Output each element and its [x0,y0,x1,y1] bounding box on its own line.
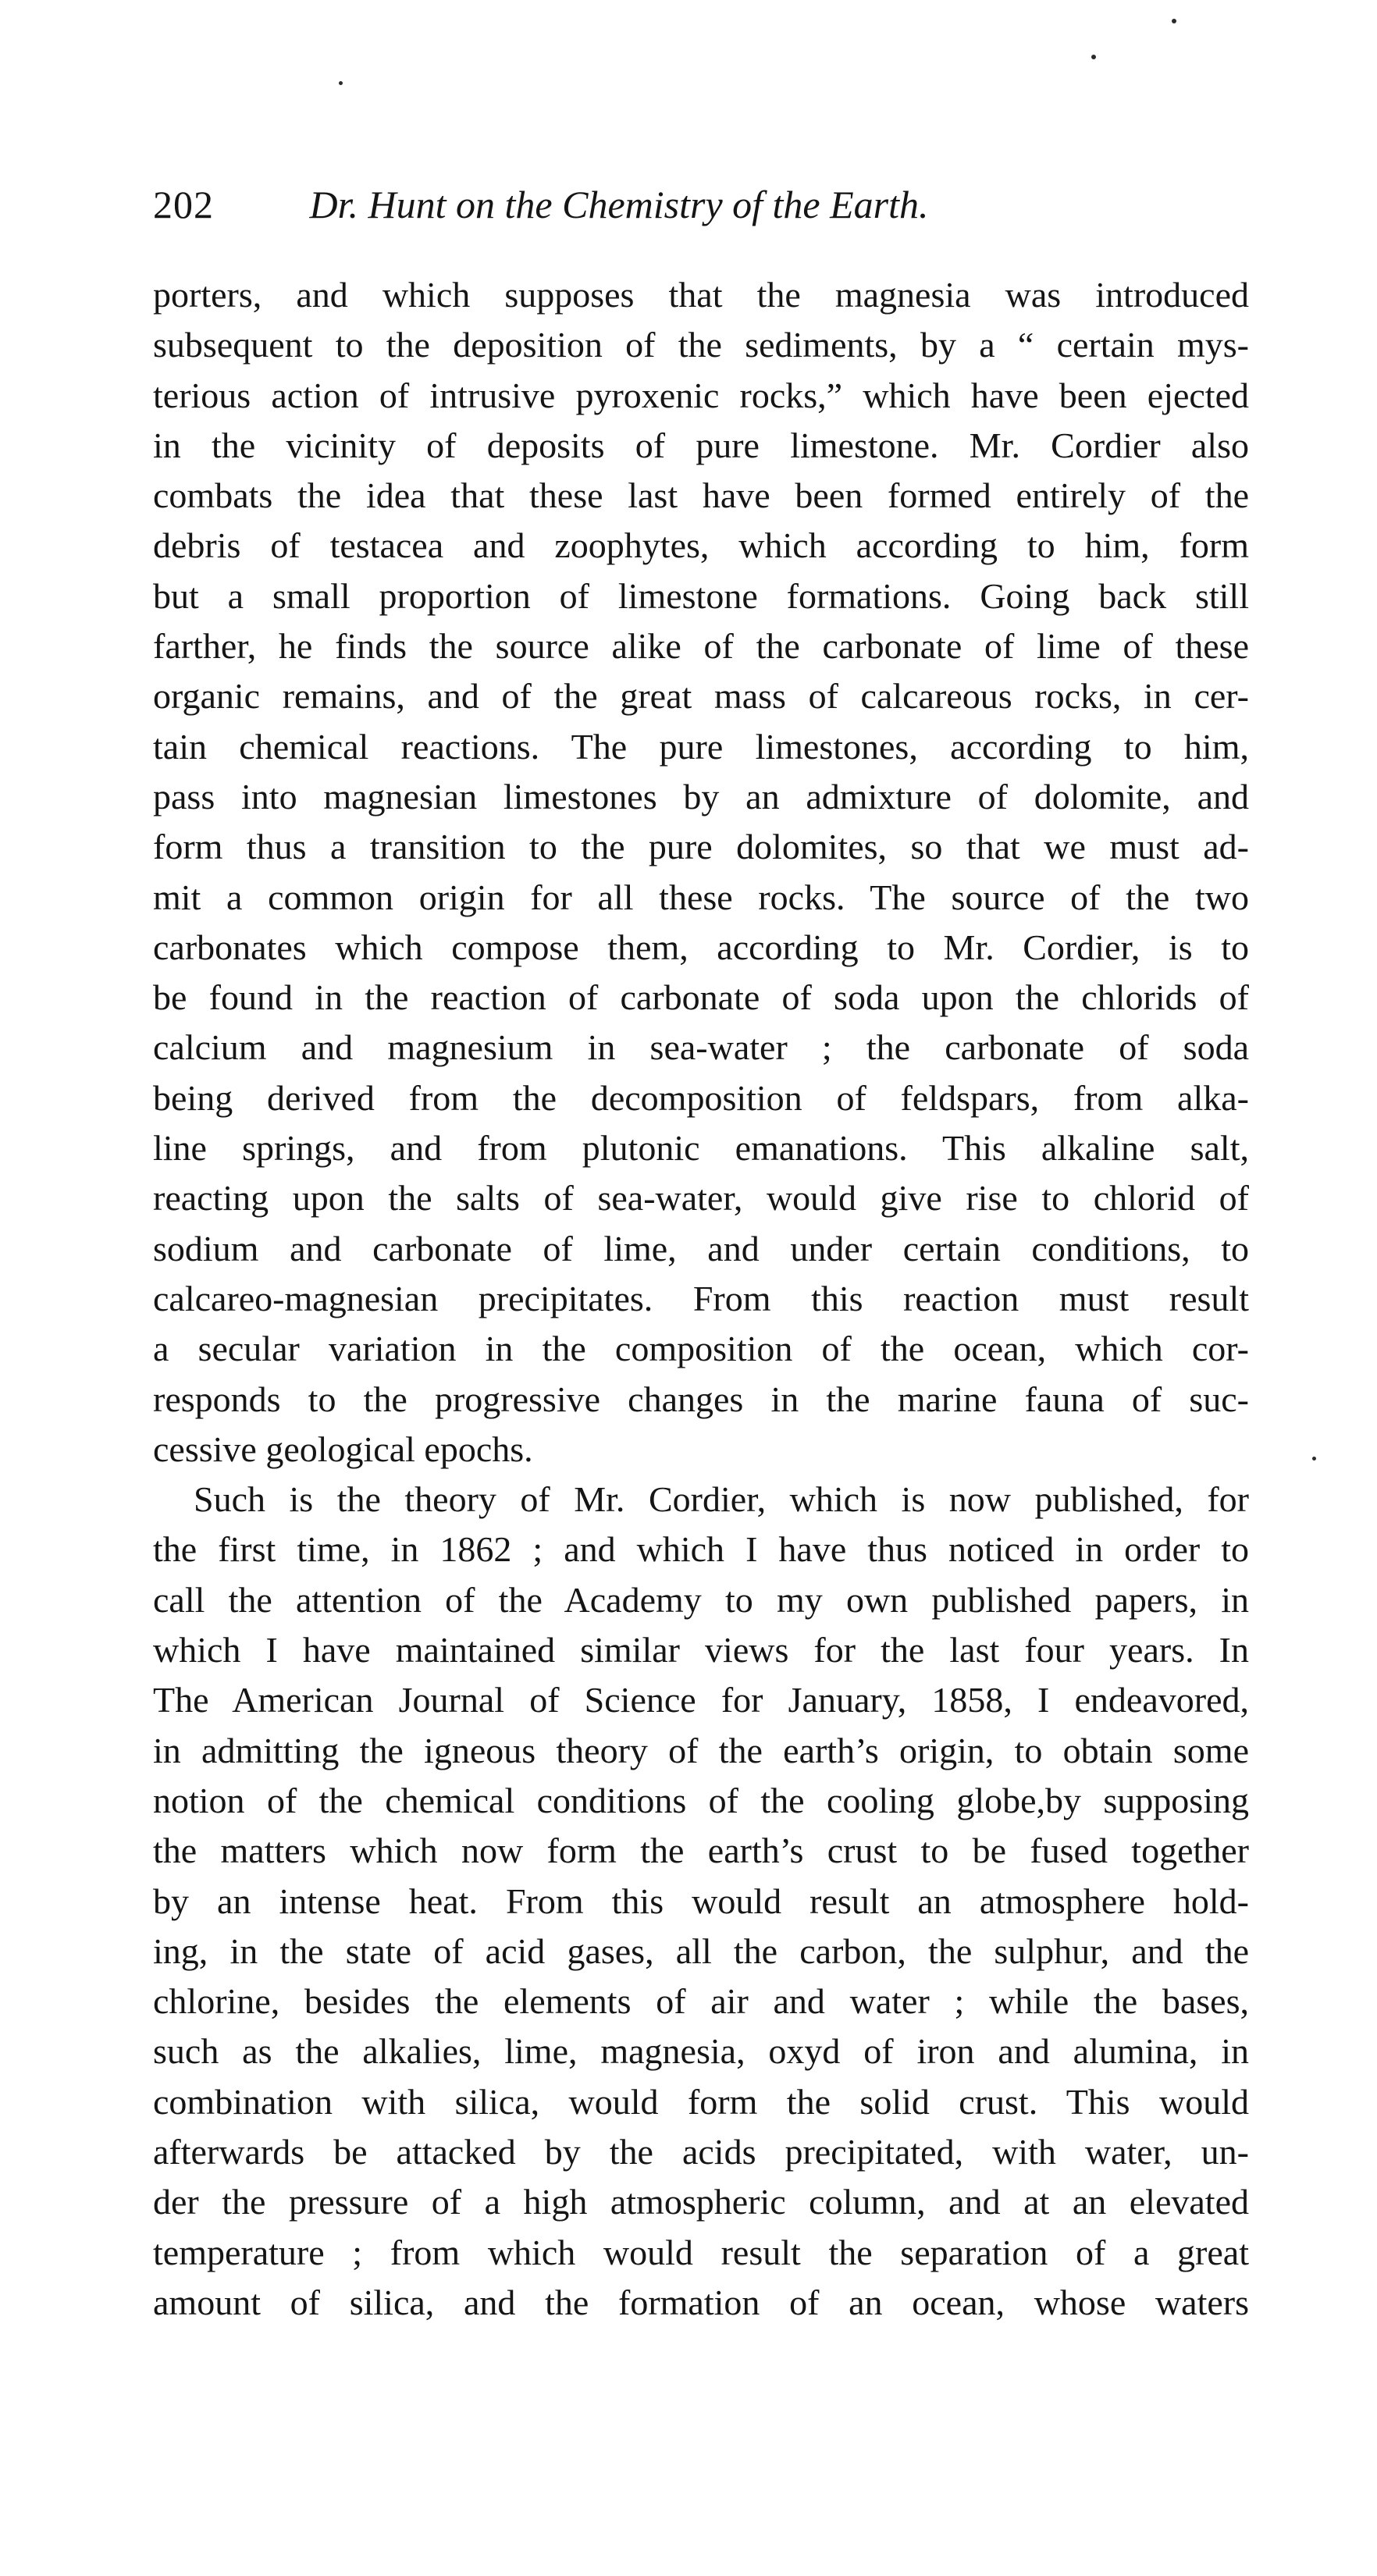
text-line: call the attention of the Academy to my own published papers, in [153,1579,1249,1620]
text-line: tain chemical reactions. The pure limestones, according to him, [153,726,1249,767]
text-line: temperature ; from which would result the separation of a great [153,2232,1249,2272]
page-header [153,173,1261,236]
ink-speck [339,81,343,85]
running-title: Dr. Hunt on the Chemistry of the Earth. [309,183,929,226]
text-line: mit a common origin for all these rocks. The source of the two [153,877,1249,917]
text-line: combination with silica, would form the solid crust. This would [153,2081,1249,2122]
text-line: amount of silica, and the formation of an ocean, whose waters [153,2282,1249,2322]
text-line: responds to the progressive changes in the marine fauna of suc- [153,1379,1249,1419]
text-line: in admitting the igneous theory of the earth’s origin, to obtain some [153,1730,1249,1770]
text-line: der the pressure of a high atmospheric column, and at an elevated [153,2182,1249,2222]
text-line: line springs, and from plutonic emanations. This alkaline salt, [153,1128,1249,1169]
text-line: calcareo-magnesian precipitates. From this reaction must result [153,1278,1249,1318]
text-line: cessive geological epochs. [153,1429,533,1469]
text-line: be found in the reaction of carbonate of soda upon the chlorids of [153,977,1249,1018]
text-line: in the vicinity of deposits of pure limestone. Mr. Cordier also [153,425,1249,465]
text-line: by an intense heat. From this would result an atmosphere hold- [153,1880,1249,1921]
ink-speck [1312,1457,1316,1461]
text-line: The American Journal of Science for January, 1858, I endeavored, [153,1680,1249,1720]
text-line: form thus a transition to the pure dolomites, so that we must ad- [153,827,1249,867]
paragraph-2 [153,1475,1249,2328]
text-line: calcium and magnesium in sea-water ; the carbonate of soda [153,1027,1249,1068]
text-line: which I have maintained similar views for the last four years. In [153,1630,1249,1670]
text-line: organic remains, and of the great mass of calcareous rocks, in cer- [153,676,1249,717]
text-line: chlorine, besides the elements of air and water ; while the bases, [153,1981,1249,2022]
text-line: being derived from the decomposition of feldspars, from alka- [153,1077,1249,1118]
text-line: reacting upon the salts of sea-water, would give rise to chlorid of [153,1178,1249,1219]
text-line: such as the alkalies, lime, magnesia, oxyd of iron and alumina, in [153,2031,1249,2072]
text-line: notion of the chemical conditions of the cooling globe,by supposing [153,1780,1249,1820]
text-line: porters, and which supposes that the magnesia was introduced [153,275,1249,315]
text-line: combats the idea that these last have been formed entirely of the [153,475,1249,516]
text-line: ing, in the state of acid gases, all the carbon, the sulphur, and the [153,1930,1249,1971]
text-line: but a small proportion of limestone formations. Going back still [153,575,1249,616]
text-line: Such is the theory of Mr. Cordier, which is now published, for [194,1479,1249,1520]
text-line: debris of testacea and zoophytes, which according to him, form [153,525,1249,566]
body-text [153,270,1249,2328]
ink-speck [1091,55,1096,59]
text-line: the first time, in 1862 ; and which I have thus noticed in order to [153,1529,1249,1570]
text-line: pass into magnesian limestones by an admixture of dolomite, and [153,776,1249,817]
text-line: farther, he finds the source alike of the carbonate of lime of these [153,626,1249,667]
text-line: carbonates which compose them, according to Mr. Cordier, is to [153,927,1249,967]
page-number: 202 [153,183,214,226]
text-line: subsequent to the deposition of the sediments, by a “ certain mys- [153,325,1249,365]
text-line: the matters which now form the earth’s crust to be fused together [153,1831,1249,1871]
text-line: afterwards be attacked by the acids precipitated, with water, un- [153,2131,1249,2172]
paragraph-1 [153,270,1249,1475]
text-line: a secular variation in the composition of the ocean, which cor- [153,1329,1249,1369]
text-line: sodium and carbonate of lime, and under certain conditions, to [153,1228,1249,1268]
text-line: terious action of intrusive pyroxenic rocks,” which have been ejected [153,375,1249,415]
ink-speck [1172,19,1176,23]
